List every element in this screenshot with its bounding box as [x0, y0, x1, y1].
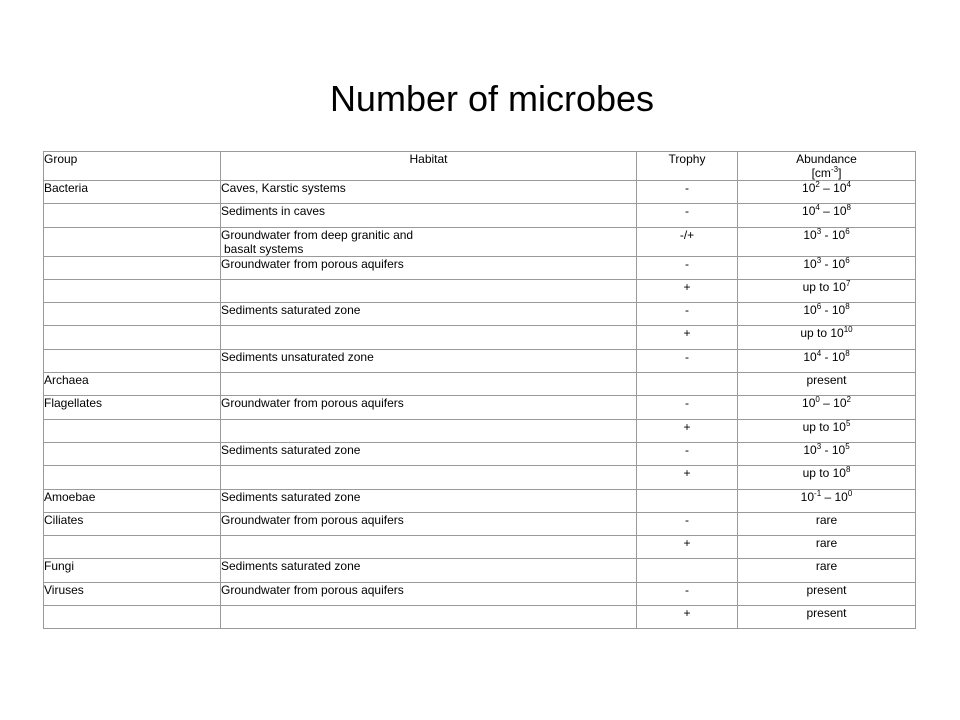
- table-row: [44, 582, 916, 605]
- table-row: [44, 489, 916, 512]
- abundance-value: [802, 396, 851, 410]
- cell-group: [44, 419, 221, 442]
- abundance-base: up to 10: [800, 326, 844, 341]
- abundance-exponent: 0: [847, 488, 853, 498]
- abundance-value: [803, 350, 849, 364]
- cell-group: Fungi: [44, 559, 221, 582]
- unit-open: [cm: [811, 166, 831, 180]
- abundance-value: [803, 228, 849, 242]
- cell-group: [44, 442, 221, 465]
- cell-group: Flagellates: [44, 396, 221, 419]
- abundance-exponent: -1: [814, 488, 822, 498]
- abundance-value: [816, 513, 837, 527]
- table-row: [44, 419, 916, 442]
- abundance-value: [803, 257, 849, 271]
- abundance-value: [800, 326, 852, 340]
- abundance-base: present: [806, 582, 847, 597]
- abundance-value: [803, 466, 851, 480]
- table-row: [44, 227, 916, 256]
- cell-trophy: -: [637, 442, 738, 465]
- habitat-text: Groundwater from porous aquifers: [221, 512, 404, 527]
- habitat-text: Groundwater from porous aquifers: [221, 256, 404, 271]
- abundance-value: [816, 559, 837, 573]
- abundance-value: [806, 373, 846, 387]
- cell-trophy: +: [637, 326, 738, 349]
- cell-group: [44, 279, 221, 302]
- abundance-exponent: 2: [846, 395, 851, 405]
- table-header-row: [44, 152, 916, 181]
- habitat-text-continued: basalt systems: [224, 241, 304, 256]
- cell-habitat: [221, 326, 637, 349]
- habitat-text: Sediments unsaturated zone: [221, 349, 374, 364]
- abundance-base: up to 10: [802, 419, 846, 434]
- abundance-value: [806, 606, 846, 620]
- cell-abundance: [738, 512, 916, 535]
- abundance-base: - 10: [821, 303, 846, 318]
- abundance-exponent: 6: [816, 302, 822, 312]
- abundance-value: [806, 583, 846, 597]
- cell-trophy: [637, 373, 738, 396]
- habitat-text: Sediments saturated zone: [221, 489, 361, 504]
- cell-habitat: [221, 536, 637, 559]
- abundance-exponent: 10: [843, 325, 853, 335]
- table-row: [44, 326, 916, 349]
- table-row: [44, 279, 916, 302]
- abundance-exponent: 8: [845, 348, 850, 358]
- habitat-text: Groundwater from deep granitic and: [221, 227, 414, 242]
- cell-group: [44, 256, 221, 279]
- table-row: [44, 606, 916, 629]
- cell-trophy: +: [637, 279, 738, 302]
- cell-habitat: [221, 227, 637, 256]
- abundance-exponent: 4: [846, 180, 851, 189]
- unit-exponent: -3: [830, 165, 839, 174]
- header-abundance: [738, 152, 916, 181]
- cell-abundance: [738, 373, 916, 396]
- unit-close: ]: [838, 166, 842, 180]
- abundance-exponent: 2: [815, 180, 820, 189]
- table-row: [44, 442, 916, 465]
- abundance-exponent: 6: [845, 255, 850, 265]
- cell-abundance: [738, 349, 916, 372]
- header-trophy: Trophy: [637, 152, 738, 181]
- abundance-value: [803, 443, 849, 457]
- cell-abundance: [738, 442, 916, 465]
- header-abundance-label: Abundance: [796, 152, 857, 166]
- abundance-base: 10: [803, 349, 817, 364]
- abundance-exponent: 8: [845, 302, 850, 312]
- abundance-base: – 10: [819, 396, 847, 411]
- abundance-base: - 10: [821, 256, 846, 271]
- abundance-base: rare: [815, 559, 838, 574]
- table-row: [44, 181, 916, 204]
- abundance-base: up to 10: [802, 466, 846, 481]
- abundance-exponent: 6: [845, 226, 850, 236]
- cell-abundance: [738, 466, 916, 489]
- table-row: [44, 559, 916, 582]
- table-row: [44, 512, 916, 535]
- abundance-base: present: [806, 373, 847, 388]
- cell-group: Bacteria: [44, 181, 221, 204]
- cell-trophy: -/+: [637, 227, 738, 256]
- cell-habitat: [221, 349, 637, 372]
- cell-abundance: [738, 326, 916, 349]
- table-row: [44, 466, 916, 489]
- abundance-base: – 10: [821, 489, 848, 504]
- cell-habitat: [221, 466, 637, 489]
- abundance-base: 10: [802, 181, 816, 195]
- cell-habitat: [221, 303, 637, 326]
- cell-habitat: [221, 606, 637, 629]
- cell-habitat: [221, 489, 637, 512]
- cell-trophy: -: [637, 396, 738, 419]
- abundance-base: - 10: [821, 349, 846, 364]
- abundance-base: 10: [803, 256, 817, 271]
- abundance-exponent: 3: [816, 441, 822, 451]
- abundance-base: up to 10: [802, 279, 846, 294]
- cell-abundance: [738, 303, 916, 326]
- abundance-value: [803, 420, 851, 434]
- cell-group: [44, 606, 221, 629]
- abundance-base: 10: [802, 396, 816, 411]
- cell-abundance: [738, 204, 916, 227]
- abundance-value: [802, 181, 851, 195]
- table-row: [44, 536, 916, 559]
- abundance-base: - 10: [821, 227, 846, 242]
- cell-group: [44, 204, 221, 227]
- cell-abundance: [738, 582, 916, 605]
- cell-group: [44, 466, 221, 489]
- habitat-text: Groundwater from porous aquifers: [221, 396, 404, 411]
- cell-trophy: -: [637, 204, 738, 227]
- abundance-value: [803, 303, 849, 317]
- microbes-table: [43, 151, 916, 629]
- cell-group: Archaea: [44, 373, 221, 396]
- cell-trophy: -: [637, 303, 738, 326]
- table-body: [44, 181, 916, 629]
- header-habitat: Habitat: [221, 152, 637, 181]
- cell-habitat: [221, 419, 637, 442]
- cell-habitat: [221, 512, 637, 535]
- abundance-base: – 10: [819, 204, 847, 219]
- abundance-exponent: 4: [815, 203, 820, 213]
- cell-group: [44, 536, 221, 559]
- cell-habitat: [221, 582, 637, 605]
- cell-trophy: +: [637, 536, 738, 559]
- abundance-base: rare: [815, 512, 838, 527]
- cell-abundance: [738, 536, 916, 559]
- cell-trophy: [637, 489, 738, 512]
- abundance-base: – 10: [819, 181, 847, 195]
- cell-abundance: [738, 256, 916, 279]
- cell-habitat: [221, 442, 637, 465]
- cell-habitat: [221, 279, 637, 302]
- habitat-text: Groundwater from porous aquifers: [221, 582, 404, 597]
- cell-trophy: +: [637, 466, 738, 489]
- abundance-exponent: 0: [815, 395, 820, 405]
- cell-abundance: [738, 419, 916, 442]
- abundance-base: 10: [803, 303, 817, 318]
- table-row: [44, 204, 916, 227]
- abundance-value: [803, 280, 851, 294]
- slide-title: Number of microbes: [329, 78, 655, 119]
- cell-habitat: [221, 181, 637, 204]
- cell-trophy: -: [637, 181, 738, 204]
- cell-habitat: [221, 204, 637, 227]
- table-row: [44, 349, 916, 372]
- cell-group: Amoebae: [44, 489, 221, 512]
- abundance-value: [802, 204, 851, 218]
- abundance-base: - 10: [821, 442, 846, 457]
- header-group: Group: [44, 152, 221, 181]
- table-row: [44, 303, 916, 326]
- cell-abundance: [738, 396, 916, 419]
- cell-trophy: -: [637, 512, 738, 535]
- table-row: [44, 373, 916, 396]
- cell-habitat: [221, 559, 637, 582]
- cell-trophy: [637, 559, 738, 582]
- abundance-base: 10: [803, 442, 817, 457]
- cell-group: [44, 326, 221, 349]
- habitat-text: Sediments saturated zone: [221, 559, 361, 574]
- abundance-exponent: 5: [845, 418, 851, 428]
- abundance-base: 10: [800, 489, 815, 504]
- cell-trophy: -: [637, 349, 738, 372]
- cell-group: [44, 303, 221, 326]
- cell-abundance: [738, 181, 916, 204]
- habitat-text: Sediments saturated zone: [221, 442, 361, 457]
- abundance-exponent: 8: [845, 465, 851, 475]
- abundance-exponent: 4: [816, 348, 822, 358]
- cell-habitat: [221, 396, 637, 419]
- habitat-text: Sediments saturated zone: [221, 303, 361, 318]
- cell-habitat: [221, 373, 637, 396]
- abundance-exponent: 7: [845, 278, 851, 288]
- cell-group: Viruses: [44, 582, 221, 605]
- abundance-base: present: [806, 606, 847, 621]
- cell-group: [44, 227, 221, 256]
- abundance-exponent: 3: [816, 255, 822, 265]
- abundance-value: [801, 490, 853, 504]
- habitat-text: Caves, Karstic systems: [221, 181, 346, 195]
- header-abundance-unit: [812, 166, 842, 180]
- cell-abundance: [738, 559, 916, 582]
- cell-abundance: [738, 279, 916, 302]
- abundance-exponent: 3: [816, 226, 822, 236]
- cell-trophy: -: [637, 582, 738, 605]
- abundance-exponent: 5: [845, 441, 850, 451]
- cell-trophy: +: [637, 606, 738, 629]
- cell-group: Ciliates: [44, 512, 221, 535]
- cell-abundance: [738, 606, 916, 629]
- abundance-base: rare: [815, 536, 838, 551]
- abundance-base: 10: [802, 204, 816, 219]
- cell-abundance: [738, 489, 916, 512]
- abundance-value: [816, 536, 837, 550]
- table-row: [44, 256, 916, 279]
- table-row: [44, 396, 916, 419]
- cell-abundance: [738, 227, 916, 256]
- cell-group: [44, 349, 221, 372]
- habitat-text: Sediments in caves: [221, 204, 326, 219]
- cell-habitat: [221, 256, 637, 279]
- abundance-base: 10: [803, 227, 817, 242]
- abundance-exponent: 8: [846, 203, 851, 213]
- cell-trophy: -: [637, 256, 738, 279]
- cell-trophy: +: [637, 419, 738, 442]
